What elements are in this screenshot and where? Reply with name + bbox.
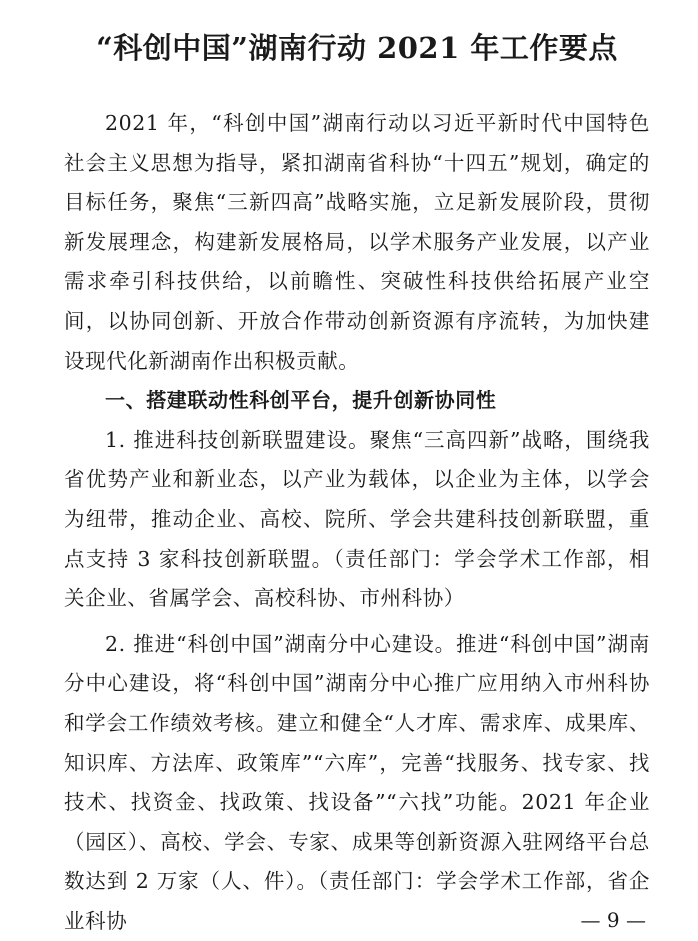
section-heading-1: 一、搭建联动性科创平台，提升创新协同性 <box>105 388 497 413</box>
page-number: — 9 — <box>580 908 646 932</box>
document-title: “科创中国”湖南行动 2021 年工作要点 <box>96 31 618 65</box>
item-paragraph-1: 1. 推进科技创新联盟建设。聚焦“三高四新”战略，围绕我省优势产业和新业态，以产业为载体，以企业为主体，以学会为纽带，推动企业、高校、院所、学会共建科技创新联盟，重点支持 3 家科技创新联盟。（责任部门：学会学术工作部，相关企业、省属学会、高校科协、市州科协） <box>64 427 650 611</box>
intro-paragraph: 2021 年，“科创中国”湖南行动以习近平新时代中国特色社会主义思想为指导，紧扣湖南省科协“十四五”规划，确定的目标任务，聚焦“三新四高”战略实施，立足新发展阶段，贯彻新发展理念，构建新发展格局，以学术服务产业发展，以产业需求牵引科技供给，以前瞻性、突破性科技供给拓展产业空间，以协同创新、开放合作带动创新资源有序流转，为加快建设现代化新湖南作出积极贡献。 <box>64 111 650 373</box>
item-paragraph-2: 2. 推进“科创中国”湖南分中心建设。推进“科创中国”湖南分中心建设，将“科创中国”湖南分中心推广应用纳入市州科协和学会工作绩效考核。建立和健全“人才库、需求库、成果库、知识库、方法库、政策库”“六库”，完善“找服务、找专家、找技术、找资金、找政策、找设备”“六找”功能。2021 年企业（园区）、高校、学会、专家、成果等创新资源入驻网络平台总数达到 2 万家（人、件）。（责任部门：学会学术工作部，省企业科协 <box>64 631 650 933</box>
